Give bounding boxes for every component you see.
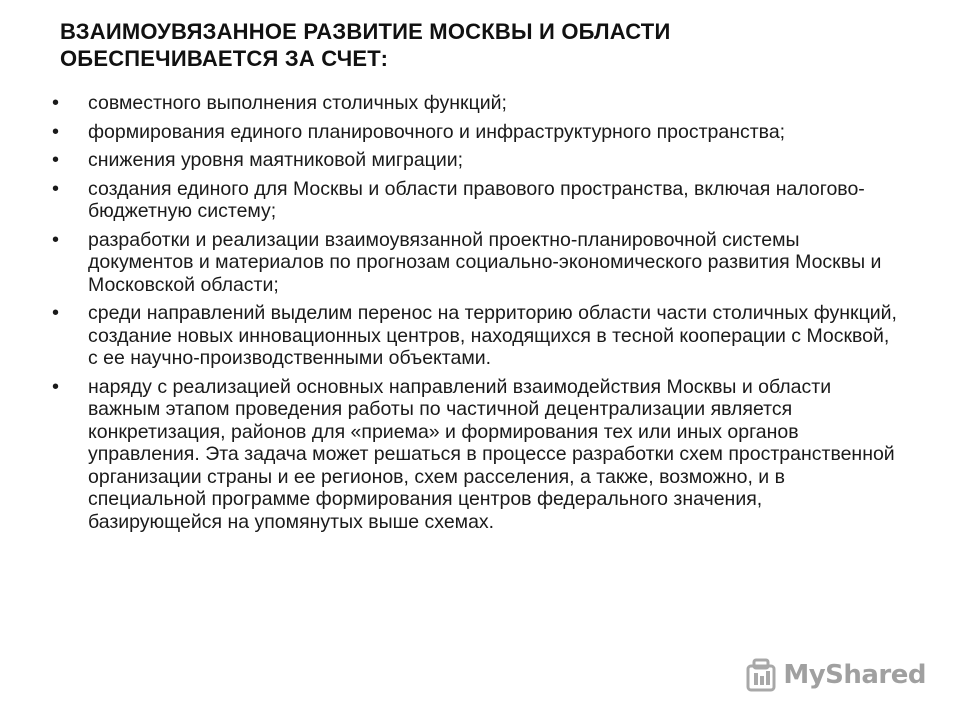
bullet-dot: • (52, 302, 60, 324)
bullet-dot: • (52, 228, 60, 251)
bullet-dot: • (52, 92, 60, 114)
bullet-item (50, 178, 900, 223)
bullet-dot: • (52, 149, 60, 171)
bullet-dot: • (52, 120, 60, 143)
bullet-text: разработки и реализации взаимоувязанной проектно-планировочной системы документов и материалов по прогнозам социально-экономического развития Москвы и Московской области; (88, 228, 882, 296)
bullet-item (50, 376, 900, 534)
bullet-text: формирования единого планировочного и инфраструктурного пространства; (88, 120, 786, 143)
watermark-text: MyShared (783, 660, 926, 690)
bullet-text: снижения уровня маятниковой миграции; (88, 149, 464, 171)
bullet-item (50, 149, 900, 172)
bullet-text: среди направлений выделим перенос на территорию области части столичных функций, создание новых инновационных центров, находящихся в тесной кооперации с Москвой, с ее научно-производственными объектами. (88, 302, 897, 369)
mybrand-logo-icon (745, 657, 777, 693)
bullet-text: создания единого для Москвы и области правового пространства, включая налогово-бюджетную систему; (88, 177, 865, 222)
bullet-list (50, 92, 900, 539)
bullet-item (50, 92, 900, 115)
watermark[interactable] (745, 655, 926, 695)
slide-title: ВЗАИМОУВЯЗАННОЕ РАЗВИТИЕ МОСКВЫ И ОБЛАСТИ ОБЕСПЕЧИВАЕТСЯ ЗА СЧЕТ: (60, 19, 671, 71)
bullet-item (50, 229, 900, 297)
bullet-text: наряду с реализацией основных направлений взаимодействия Москвы и области важным этапом проведения работы по частичной децентрализации является конкретизация, районов для «приема» и формирования тех или иных органов управления. Эта задача может решаться в процессе разработки схем пространственной организации страны и ее регионов, схем расселения, а также, возможно, и в специальной программе формирования центров федерального значения, базирующейся на упомянутых выше схемах. (88, 375, 895, 533)
bullet-item (50, 302, 900, 370)
bullet-dot: • (52, 177, 60, 200)
bullet-text: совместного выполнения столичных функций; (88, 92, 507, 114)
bullet-item (50, 121, 900, 144)
bullet-dot: • (52, 375, 60, 398)
